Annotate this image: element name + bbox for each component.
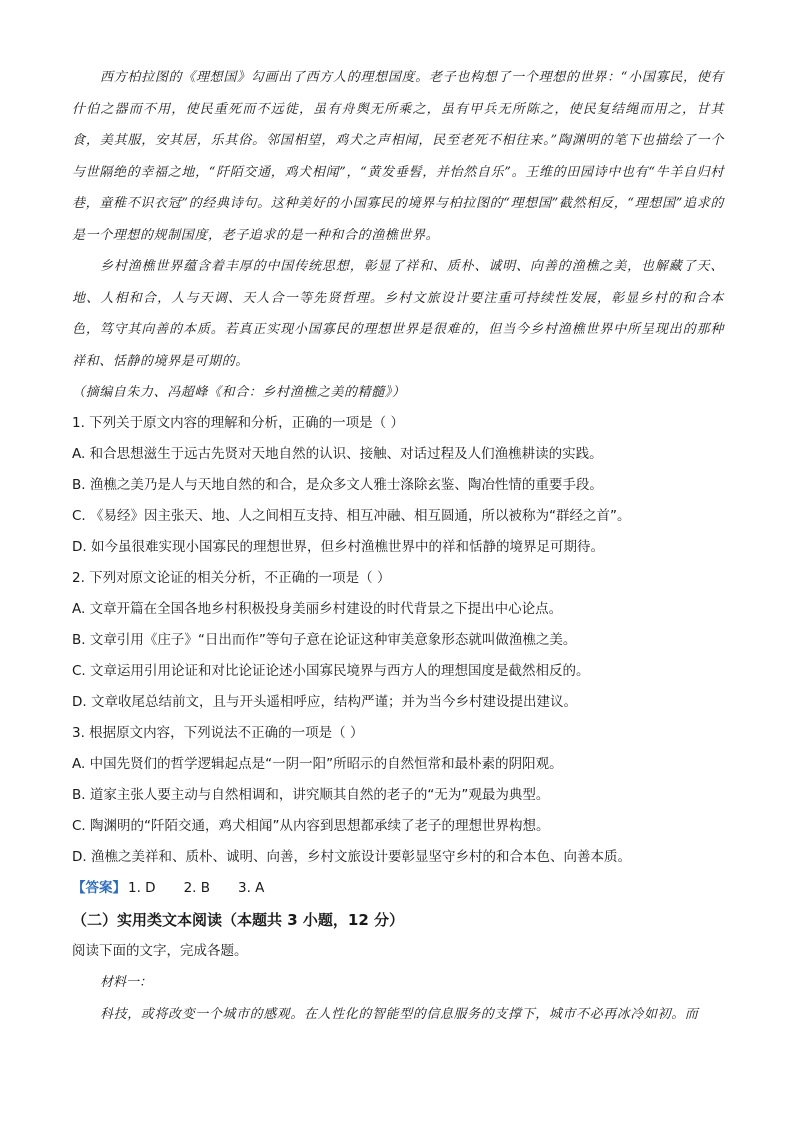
question-stem: 3. 根据原文内容，下列说法不正确的一项是（ ） bbox=[72, 725, 364, 741]
option-b: B. 道家主张人要主动与自然相调和，讲究顺其自然的老子的“无为”观最为典型。 bbox=[72, 787, 550, 803]
option-d: D. 渔樵之美祥和、质朴、诚明、向善，乡村文旅设计要彰显坚守乡村的和合本色、向善本质。 bbox=[72, 849, 631, 865]
question-3 bbox=[72, 718, 732, 873]
passage-paragraph-1: 西方柏拉图的《理想国》勾画出了西方人的理想国度。老子也构想了一个理想的世界：“小国寡民，使有什伯之器而不用，使民重死而不远徙，虽有舟舆无所乘之，虽有甲兵无所陈之，使民复结绳而用之，甘其食，美其服，安其居，乐其俗。邻国相望，鸡犬之声相闻，民至老死不相往来。”陶渊明的笔下也描绘了一个与世隔绝的幸福之地，“阡陌交通，鸡犬相闻”，“黄发垂髫，并怡然自乐”。王维的田园诗中也有“牛羊自归村巷，童稚不识衣冠”的经典诗句。这种美好的小国寡民的境界与柏拉图的“理想国”截然相反，“理想国”追求的是一个理想的规制国度，老子追求的是一种和合的渔樵世界。 bbox=[72, 70, 724, 243]
option-d: D. 文章收尾总结前文，且与开头遥相呼应，结构严谨；并为当今乡村建设提出建议。 bbox=[72, 694, 577, 710]
option-a: A. 文章开篇在全国各地乡村积极投身美丽乡村建设的时代背景之下提出中心论点。 bbox=[72, 601, 563, 617]
option-c: C. 文章运用引用论证和对比论证论述小国寡民境界与西方人的理想国度是截然相反的。 bbox=[72, 663, 590, 679]
option-c: C. 陶渊明的“阡陌交通，鸡犬相闻”从内容到思想都承续了老子的理想世界构想。 bbox=[72, 818, 550, 834]
answer-key bbox=[72, 873, 732, 904]
option-a: A. 中国先贤们的哲学逻辑起点是“一阴一阳”所昭示的自然恒常和最朴素的阴阳观。 bbox=[72, 756, 563, 772]
answer-item: 2. B bbox=[183, 880, 211, 896]
answer-label: 【答案】 bbox=[72, 880, 126, 896]
material-label: 材料一： bbox=[100, 975, 153, 990]
passage-source: （摘编自朱力、冯超峰《和合：乡村渔樵之美的精髓》） bbox=[72, 385, 406, 400]
answer-item: 1. D bbox=[128, 880, 156, 896]
question-stem: 1. 下列关于原文内容的理解和分析，正确的一项是（ ） bbox=[72, 415, 404, 431]
answer-item: 3. A bbox=[238, 880, 265, 896]
option-a: A. 和合思想滋生于远古先贤对天地自然的认识、接触、对话过程及人们渔樵耕读的实践。 bbox=[72, 446, 603, 462]
option-b: B. 渔樵之美乃是人与天地自然的和合，是众多文人雅士涤除玄鉴、陶冶性情的重要手段。 bbox=[72, 477, 603, 493]
option-d: D. 如今虽很难实现小国寡民的理想世界，但乡村渔樵世界中的祥和恬静的境界足可期待。 bbox=[72, 539, 604, 555]
passage-paragraph-2: 乡村渔樵世界蕴含着丰厚的中国传统思想，彰显了祥和、质朴、诚明、向善的渔樵之美，也解藏了天、地、人相和合，人与天调、天人合一等先贤哲理。乡村文旅设计要注重可持续性发展，彰显乡村的和合本色，笃守其向善的本质。若真正实现小国寡民的理想世界是很难的，但当今乡村渔樵世界中所呈现出的那种祥和、恬静的境界是可期的。 bbox=[72, 259, 724, 369]
option-b: B. 文章引用《庄子》“日出而作”等句子意在论证这种审美意象形态就叫做渔樵之美。 bbox=[72, 632, 577, 648]
question-2 bbox=[72, 563, 732, 718]
option-c: C. 《易经》因主张天、地、人之间相互支持、相互冲融、相互圆通，所以被称为“群经之首”。 bbox=[72, 508, 631, 524]
questions bbox=[72, 408, 732, 1031]
section-instruction: 阅读下面的文字，完成各题。 bbox=[72, 943, 248, 959]
question-1 bbox=[72, 408, 732, 563]
question-stem: 2. 下列对原文论证的相关分析，不正确的一项是（ ） bbox=[72, 570, 391, 586]
material-text: 科技，或将改变一个城市的感观。在人性化的智能型的信息服务的支撑下，城市不必再冰冷如初。而 bbox=[100, 1007, 699, 1022]
passage bbox=[72, 62, 724, 409]
section-title: （二）实用类文本阅读（本题共 3 小题，12 分） bbox=[72, 911, 404, 929]
